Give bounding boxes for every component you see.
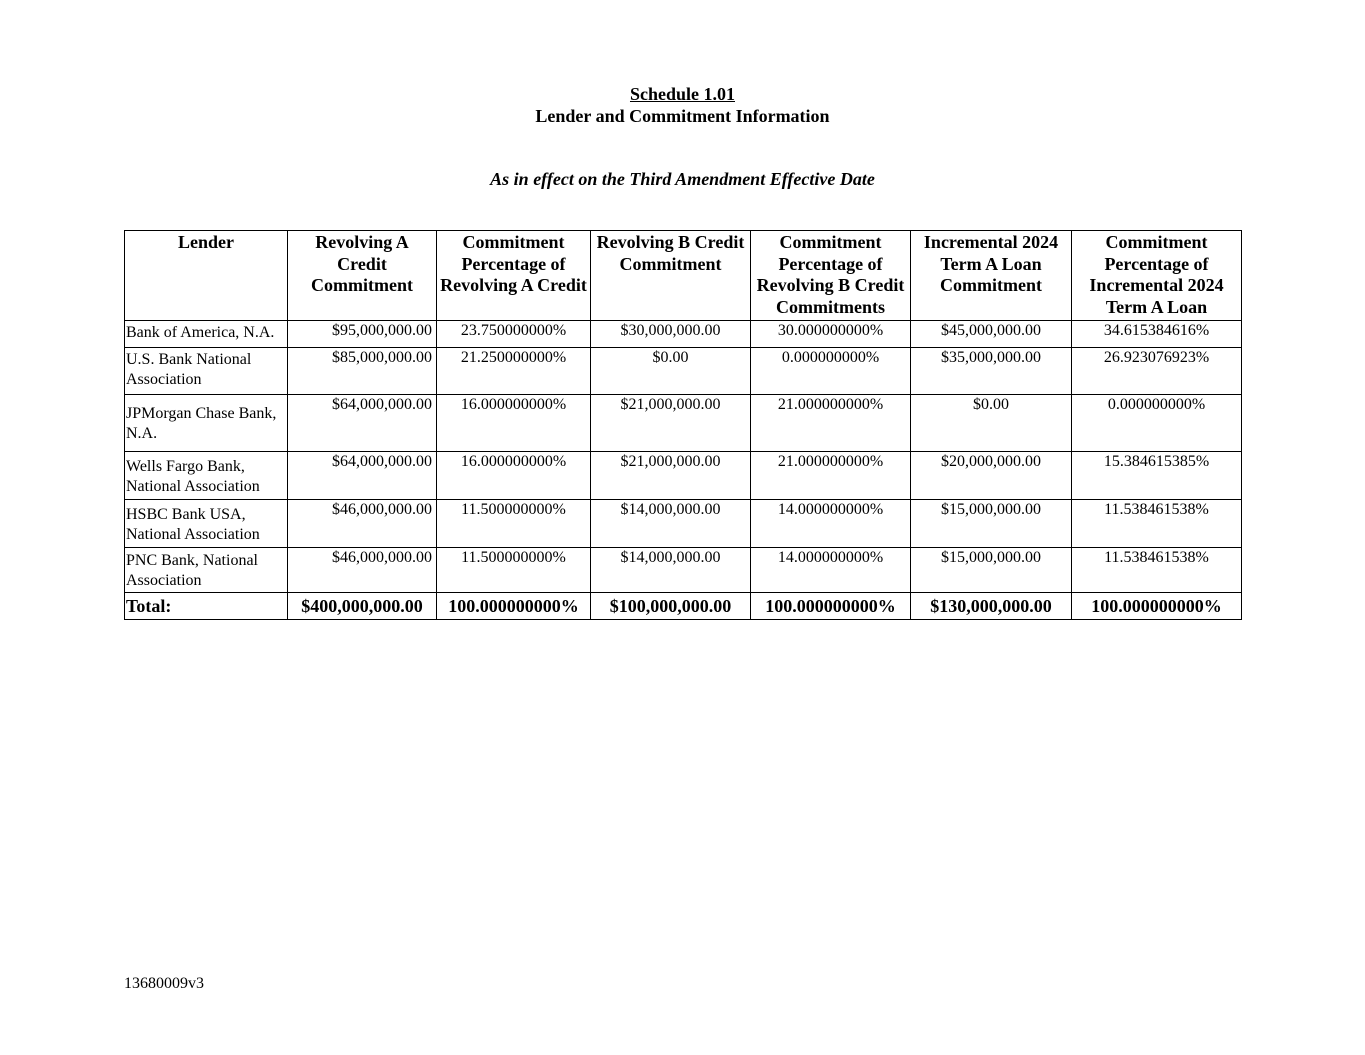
term-a-commitment-cell: $20,000,000.00 [911,452,1072,500]
revolving-b-percentage-cell: 30.000000000% [751,321,911,348]
total-revolving-b-commitment-cell: $100,000,000.00 [591,593,751,620]
column-header-revolving-a-commitment: Revolving A Credit Commitment [288,231,437,321]
revolving-b-percentage-cell: 21.000000000% [751,395,911,452]
term-a-commitment-cell: $45,000,000.00 [911,321,1072,348]
revolving-b-percentage-cell: 14.000000000% [751,548,911,593]
revolving-b-commitment-cell: $0.00 [591,348,751,395]
term-a-commitment-cell: $15,000,000.00 [911,500,1072,548]
revolving-b-percentage-cell: 14.000000000% [751,500,911,548]
total-row [125,593,1242,620]
total-revolving-a-commitment-cell: $400,000,000.00 [288,593,437,620]
term-a-commitment-cell: $15,000,000.00 [911,548,1072,593]
revolving-a-percentage-cell: 16.000000000% [437,452,591,500]
revolving-b-commitment-cell: $14,000,000.00 [591,500,751,548]
revolving-a-percentage-cell: 23.750000000% [437,321,591,348]
column-header-revolving-a-percentage: Commitment Percentage of Revolving A Credit [437,231,591,321]
lender-commitment-table [124,230,1242,620]
term-a-percentage-cell: 34.615384616% [1072,321,1242,348]
table-row [125,395,1242,452]
lender-name-cell: JPMorgan Chase Bank, N.A. [125,395,288,452]
total-revolving-a-percentage-cell: 100.000000000% [437,593,591,620]
lender-name-cell: Wells Fargo Bank, National Association [125,452,288,500]
revolving-a-percentage-cell: 11.500000000% [437,500,591,548]
lender-name-cell: Bank of America, N.A. [125,321,288,348]
table-header-row [125,231,1242,321]
table-row [125,500,1242,548]
lender-name-cell: HSBC Bank USA, National Association [125,500,288,548]
effective-date-caption: As in effect on the Third Amendment Effective Date [490,169,875,189]
revolving-a-percentage-cell: 16.000000000% [437,395,591,452]
term-a-commitment-cell: $0.00 [911,395,1072,452]
document-id-footer: 13680009v3 [124,975,204,992]
total-term-a-percentage-cell: 100.000000000% [1072,593,1242,620]
term-a-commitment-cell: $35,000,000.00 [911,348,1072,395]
column-header-revolving-b-percentage: Commitment Percentage of Revolving B Credit Commitments [751,231,911,321]
schedule-title: Schedule 1.01 [629,84,735,104]
table-row [125,452,1242,500]
table-row [125,548,1242,593]
table-row [125,321,1242,348]
column-header-lender: Lender [125,231,288,321]
document-title: Lender and Commitment Information [535,106,830,126]
total-label-cell: Total: [125,593,288,620]
column-header-term-a-commitment: Incremental 2024 Term A Loan Commitment [911,231,1072,321]
revolving-a-commitment-cell: $46,000,000.00 [288,548,437,593]
total-term-a-commitment-cell: $130,000,000.00 [911,593,1072,620]
term-a-percentage-cell: 11.538461538% [1072,500,1242,548]
lender-name-cell: U.S. Bank National Association [125,348,288,395]
revolving-a-commitment-cell: $85,000,000.00 [288,348,437,395]
term-a-percentage-cell: 15.384615385% [1072,452,1242,500]
column-header-revolving-b-commitment: Revolving B Credit Commitment [591,231,751,321]
revolving-b-percentage-cell: 21.000000000% [751,452,911,500]
term-a-percentage-cell: 26.923076923% [1072,348,1242,395]
total-revolving-b-percentage-cell: 100.000000000% [751,593,911,620]
revolving-b-commitment-cell: $21,000,000.00 [591,452,751,500]
revolving-a-commitment-cell: $64,000,000.00 [288,452,437,500]
revolving-a-percentage-cell: 11.500000000% [437,548,591,593]
term-a-percentage-cell: 11.538461538% [1072,548,1242,593]
revolving-a-percentage-cell: 21.250000000% [437,348,591,395]
revolving-a-commitment-cell: $46,000,000.00 [288,500,437,548]
lender-name-cell: PNC Bank, National Association [125,548,288,593]
revolving-a-commitment-cell: $64,000,000.00 [288,395,437,452]
revolving-b-commitment-cell: $14,000,000.00 [591,548,751,593]
revolving-b-percentage-cell: 0.000000000% [751,348,911,395]
revolving-a-commitment-cell: $95,000,000.00 [288,321,437,348]
revolving-b-commitment-cell: $30,000,000.00 [591,321,751,348]
revolving-b-commitment-cell: $21,000,000.00 [591,395,751,452]
table-row [125,348,1242,395]
term-a-percentage-cell: 0.000000000% [1072,395,1242,452]
column-header-term-a-percentage: Commitment Percentage of Incremental 2024 Term A Loan [1072,231,1242,321]
